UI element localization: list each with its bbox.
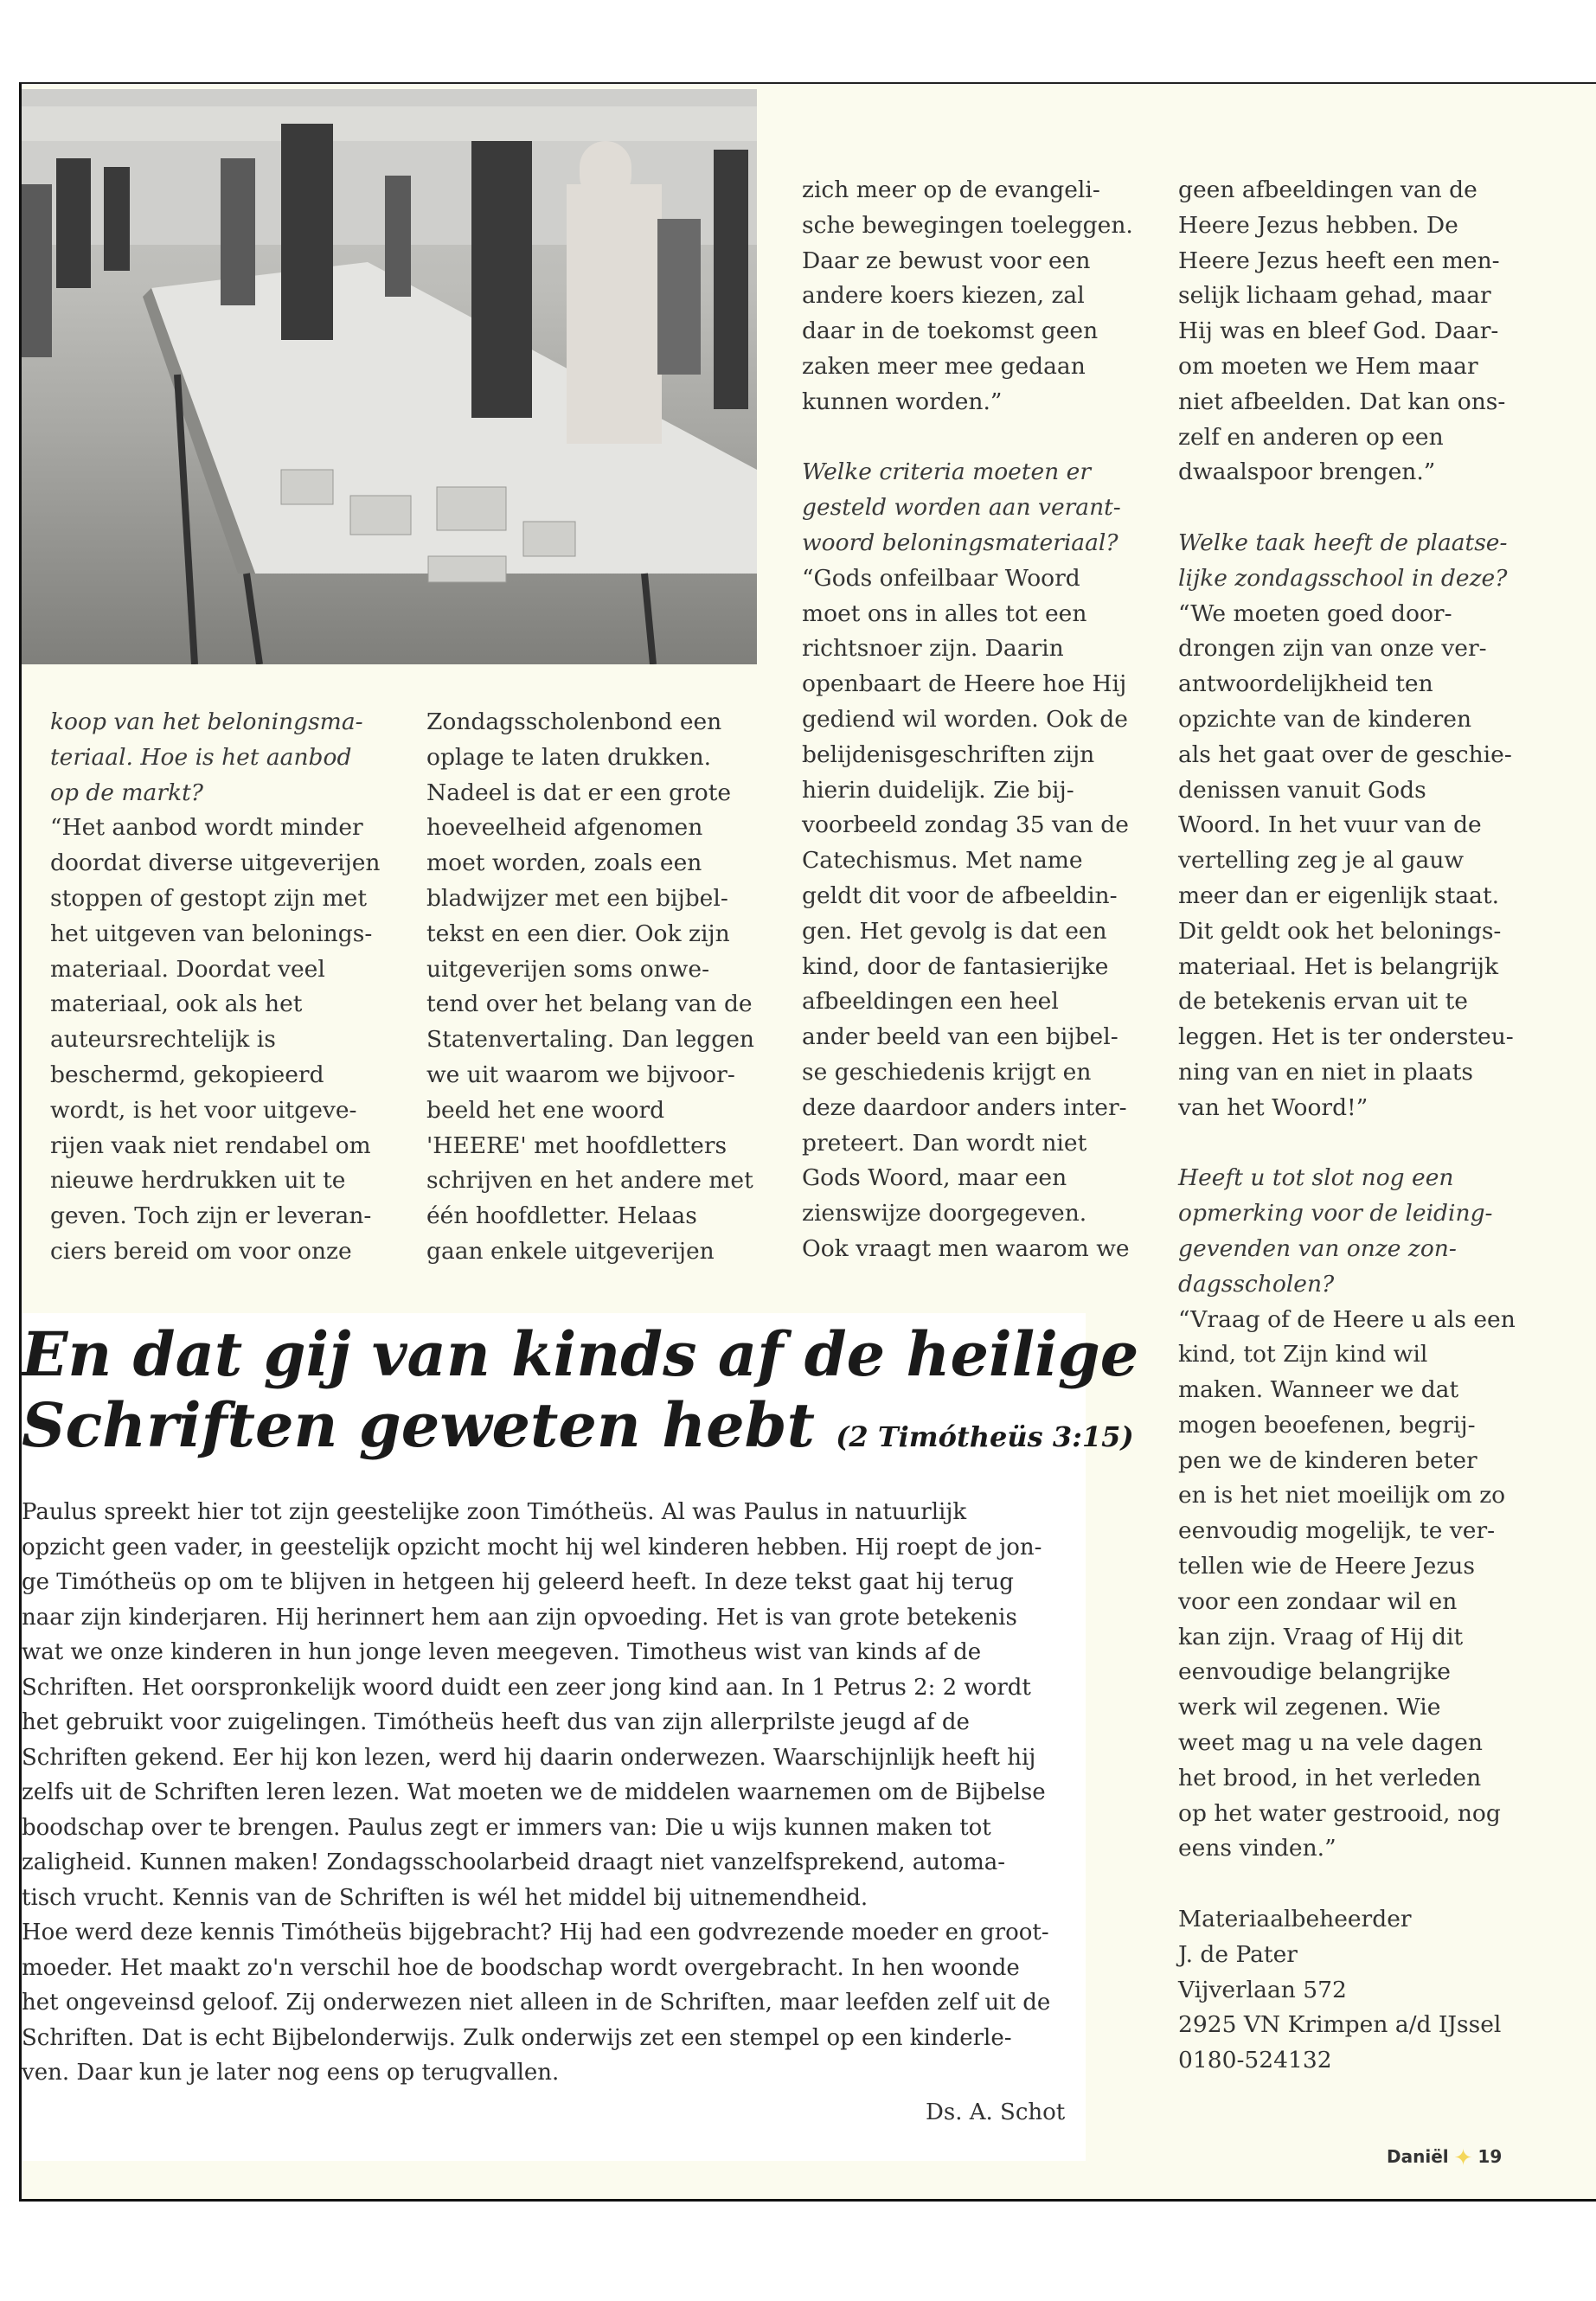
body-line: ven. Daar kun je later nog eens op terugvallen. — [22, 2060, 560, 2086]
text-line: beeld het ene woord — [426, 1096, 665, 1124]
text-line: “We moeten goed door- — [1178, 599, 1452, 627]
page-footer — [1387, 2145, 1502, 2171]
text-line: als het gaat over de geschie- — [1178, 740, 1512, 768]
text-line: één hoofdletter. Helaas — [426, 1202, 697, 1230]
body-line: boodschap over te brengen. Paulus zegt er immers van: Die u wijs kunnen maken tot — [22, 1814, 991, 1841]
magazine-name: Daniël — [1387, 2146, 1449, 2167]
text-line: hierin duidelijk. Zie bij- — [802, 776, 1074, 804]
text-line: 'HEERE' met hoofdletters — [426, 1131, 727, 1159]
text-line: koop van het beloningsma- — [50, 708, 363, 735]
text-line: “Vraag of de Heere u als een — [1178, 1305, 1516, 1333]
article-body — [22, 1495, 1050, 2091]
text-line: opzichte van de kinderen — [1178, 705, 1472, 733]
text-line: Heere Jezus hebben. De — [1178, 211, 1458, 239]
text-line: gesteld worden aan verant- — [802, 494, 1121, 522]
event-photo — [22, 89, 757, 664]
text-line: Gods Woord, maar een — [802, 1164, 1067, 1192]
text-line: bladwijzer met een bijbel- — [426, 884, 728, 912]
text-line: materiaal, ook als het — [50, 990, 303, 1018]
text-line: woord beloningsmateriaal? — [802, 529, 1118, 556]
text-line: moet worden, zoals een — [426, 849, 702, 877]
star-icon: ✦ — [1453, 2145, 1473, 2171]
text-line: ciers bereid om voor onze — [50, 1237, 352, 1265]
text-line: zaken meer mee gedaan — [802, 352, 1086, 380]
text-line: meer dan er eigenlijk staat. — [1178, 881, 1500, 909]
column-2 — [426, 705, 754, 1270]
text-line: tekst en een dier. Ook zijn — [426, 920, 730, 947]
body-line: Paulus spreekt hier tot zijn geestelijke zoon Timótheüs. Al was Paulus in natuurlijk — [22, 1499, 967, 1525]
text-line: we uit waarom we bijvoor- — [426, 1061, 735, 1088]
text-line: Zondagsscholenbond een — [426, 708, 722, 735]
text-line: Hij was en bleef God. Daar- — [1178, 317, 1499, 345]
text-line: pen we de kinderen beter — [1178, 1446, 1477, 1474]
text-line: gediend wil worden. Ook de — [802, 705, 1128, 733]
text-line: materiaal. Het is belangrijk — [1178, 952, 1499, 980]
text-line: preteert. Dan wordt niet — [802, 1129, 1087, 1157]
text-line: maken. Wanneer we dat — [1178, 1376, 1459, 1404]
body-line: opzicht geen vader, in geestelijk opzicht mocht hij wel kinderen hebben. Hij roept de jon- — [22, 1534, 1042, 1561]
text-line: Nadeel is dat er een grote — [426, 779, 732, 806]
text-line: en is het niet moeilijk om zo — [1178, 1482, 1506, 1509]
column-4 — [1178, 173, 1516, 2079]
text-line: lijke zondagsschool in deze? — [1178, 564, 1508, 592]
column-1 — [50, 705, 380, 1270]
text-line: geldt dit voor de afbeeldin- — [802, 881, 1118, 909]
text-line: kan zijn. Vraag of Hij dit — [1178, 1623, 1464, 1650]
text-line: vertelling zeg je al gauw — [1178, 847, 1465, 875]
text-line: van het Woord!” — [1178, 1093, 1368, 1121]
text-line: eenvoudige belangrijke — [1178, 1658, 1451, 1686]
body-line: Schriften. Het oorspronkelijk woord duidt een zeer jong kind aan. In 1 Petrus 2: 2 wordt — [22, 1674, 1031, 1701]
text-line: “Gods onfeilbaar Woord — [802, 564, 1080, 592]
text-line: Daar ze bewust voor een — [802, 247, 1091, 274]
text-line: kind, tot Zijn kind wil — [1178, 1341, 1428, 1368]
text-line: zich meer op de evangeli- — [802, 176, 1100, 203]
text-line: belijdenisgeschriften zijn — [802, 740, 1095, 768]
text-line: geen afbeeldingen van de — [1178, 176, 1477, 203]
text-line: eenvoudig mogelijk, te ver- — [1178, 1517, 1496, 1545]
text-line: tellen wie de Heere Jezus — [1178, 1553, 1475, 1580]
text-line: schrijven en het andere met — [426, 1167, 753, 1195]
text-line: doordat diverse uitgeverijen — [50, 849, 381, 877]
text-line — [1178, 490, 1516, 526]
text-line: de betekenis ervan uit te — [1178, 988, 1468, 1016]
text-line: richtsnoer zijn. Daarin — [802, 635, 1064, 663]
text-line: kind, door de fantasierijke — [802, 952, 1109, 980]
text-line: gen. Het gevolg is dat een — [802, 917, 1107, 945]
text-line: openbaart de Heere hoe Hij — [802, 670, 1127, 698]
text-line: niet afbeelden. Dat kan ons- — [1178, 388, 1506, 415]
body-line: Schriften. Dat is echt Bijbelonderwijs. Zulk onderwijs zet een stempel op een kinderle- — [22, 2024, 1012, 2051]
text-line: Woord. In het vuur van de — [1178, 811, 1482, 839]
text-line: antwoordelijkheid ten — [1178, 670, 1433, 698]
page-number: 19 — [1477, 2146, 1503, 2167]
text-line: opmerking voor de leiding- — [1178, 1200, 1493, 1227]
text-line: geven. Toch zijn er leveran- — [50, 1202, 372, 1230]
text-line: op het water gestrooid, nog — [1178, 1799, 1501, 1827]
body-line: moeder. Het maakt zo'n verschil hoe de boodschap wordt overgebracht. In hen woonde — [22, 1954, 1020, 1981]
text-line: uitgeverijen soms onwe- — [426, 955, 710, 983]
text-line: werk wil zegenen. Wie — [1178, 1694, 1441, 1721]
text-line: 0180-524132 — [1178, 2047, 1332, 2074]
headline-line-1: En dat gij van kinds af de heilige — [22, 1318, 1139, 1390]
text-line: beschermd, gekopieerd — [50, 1061, 324, 1088]
text-line: gevenden van onze zon- — [1178, 1234, 1457, 1262]
text-line: auteursrechtelijk is — [50, 1026, 276, 1054]
text-line: moet ons in alles tot een — [802, 599, 1087, 627]
text-line: deze daardoor anders inter- — [802, 1093, 1127, 1121]
text-line: dagsscholen? — [1178, 1270, 1335, 1298]
text-line: Heeft u tot slot nog een — [1178, 1164, 1454, 1192]
text-line: zienswijze doorgegeven. — [802, 1200, 1087, 1227]
text-line: J. de Pater — [1178, 1940, 1298, 1968]
column-3 — [802, 173, 1133, 1267]
text-line — [1178, 1867, 1516, 1902]
body-line: het ongeveinsd geloof. Zij onderwezen niet alleen in de Schriften, maar leefden zelf uit de — [22, 1990, 1051, 2016]
text-line: Vijverlaan 572 — [1178, 1976, 1347, 2003]
text-line: zelf en anderen op een — [1178, 423, 1444, 451]
text-line: rijen vaak niet rendabel om — [50, 1131, 371, 1159]
body-line: tisch vrucht. Kennis van de Schriften is wél het middel bij uitnemendheid. — [22, 1884, 869, 1911]
text-line: tend over het belang van de — [426, 990, 753, 1018]
body-line: naar zijn kinderjaren. Hij herinnert hem aan zijn opvoeding. Het is van grote betekenis — [22, 1604, 1017, 1631]
text-line: teriaal. Hoe is het aanbod — [50, 743, 352, 771]
text-line: andere koers kiezen, zal — [802, 282, 1085, 310]
text-line: Ook vraagt men waarom we — [802, 1234, 1130, 1262]
text-line: hoeveelheid afgenomen — [426, 814, 703, 842]
text-line: voorbeeld zondag 35 van de — [802, 811, 1129, 839]
text-line: materiaal. Doordat veel — [50, 955, 325, 983]
text-line: weet mag u na vele dagen — [1178, 1729, 1483, 1757]
text-line: Welke criteria moeten er — [802, 458, 1092, 486]
text-line — [1178, 1126, 1516, 1162]
text-line: op de markt? — [50, 779, 203, 806]
text-line: dwaalspoor brengen.” — [1178, 458, 1436, 486]
text-line: Catechismus. Met name — [802, 847, 1083, 875]
body-line: Hoe werd deze kennis Timótheüs bijgebracht? Hij had een godvrezende moeder en groot- — [22, 1920, 1049, 1945]
body-line: Schriften gekend. Eer hij kon lezen, werd hij daarin onderwezen. Waarschijnlijk heeft hij — [22, 1744, 1036, 1771]
text-line: wordt, is het voor uitgeve- — [50, 1096, 357, 1124]
text-line: se geschiedenis krijgt en — [802, 1058, 1092, 1086]
text-line: Welke taak heeft de plaatse- — [1178, 529, 1508, 556]
article-headline — [22, 1319, 1138, 1472]
text-line: voor een zondaar wil en — [1178, 1587, 1458, 1615]
text-line: eens vinden.” — [1178, 1835, 1336, 1862]
body-line: ge Timótheüs op om te blijven in hetgeen hij geleerd heeft. In deze tekst gaat hij terug — [22, 1569, 1014, 1595]
text-line: ander beeld van een bijbel- — [802, 1023, 1118, 1051]
text-line: afbeeldingen een heel — [802, 988, 1059, 1016]
bible-reference: (2 Timótheüs 3:15) — [836, 1420, 1134, 1453]
text-line: gaan enkele uitgeverijen — [426, 1237, 715, 1265]
headline-line-2: Schriften geweten hebt — [22, 1389, 815, 1461]
text-line: om moeten we Hem maar — [1178, 352, 1478, 380]
text-line: mogen beoefenen, begrij- — [1178, 1411, 1476, 1439]
text-line: Heere Jezus heeft een men- — [1178, 247, 1500, 274]
text-line: selijk lichaam gehad, maar — [1178, 282, 1491, 310]
text-line: “Het aanbod wordt minder — [50, 814, 363, 842]
text-line: drongen zijn van onze ver- — [1178, 635, 1487, 663]
body-line: het gebruikt voor zuigelingen. Timótheüs heeft dus van zijn allerprilste jeugd af de — [22, 1709, 970, 1735]
article-author: Ds. A. Schot — [926, 2099, 1066, 2125]
text-line: 2925 VN Krimpen a/d IJssel — [1178, 2011, 1502, 2039]
body-line: wat we onze kinderen in hun jonge leven meegeven. Timotheus wist van kinds af de — [22, 1639, 982, 1665]
text-line: Statenvertaling. Dan leggen — [426, 1026, 754, 1054]
text-line: Materiaalbeheerder — [1178, 1906, 1412, 1933]
text-line: sche bewegingen toeleggen. — [802, 211, 1133, 239]
text-line — [802, 420, 1133, 456]
text-line: daar in de toekomst geen — [802, 317, 1099, 345]
text-line: het brood, in het verleden — [1178, 1764, 1482, 1791]
text-line: het uitgeven van belonings- — [50, 920, 373, 947]
text-line: leggen. Het is ter ondersteu- — [1178, 1023, 1514, 1051]
text-line: kunnen worden.” — [802, 388, 1003, 415]
text-line: oplage te laten drukken. — [426, 743, 712, 771]
body-line: zelfs uit de Schriften leren lezen. Wat moeten we de middelen waarnemen om de Bijbelse — [22, 1779, 1046, 1805]
text-line: nieuwe herdrukken uit te — [50, 1167, 346, 1195]
text-line: Dit geldt ook het belonings- — [1178, 917, 1502, 945]
text-line: stoppen of gestopt zijn met — [50, 884, 367, 912]
text-line: ning van en niet in plaats — [1178, 1058, 1473, 1086]
body-line: zaligheid. Kunnen maken! Zondagsschoolarbeid draagt niet vanzelfsprekend, automa- — [22, 1849, 1006, 1875]
text-line: denissen vanuit Gods — [1178, 776, 1426, 804]
